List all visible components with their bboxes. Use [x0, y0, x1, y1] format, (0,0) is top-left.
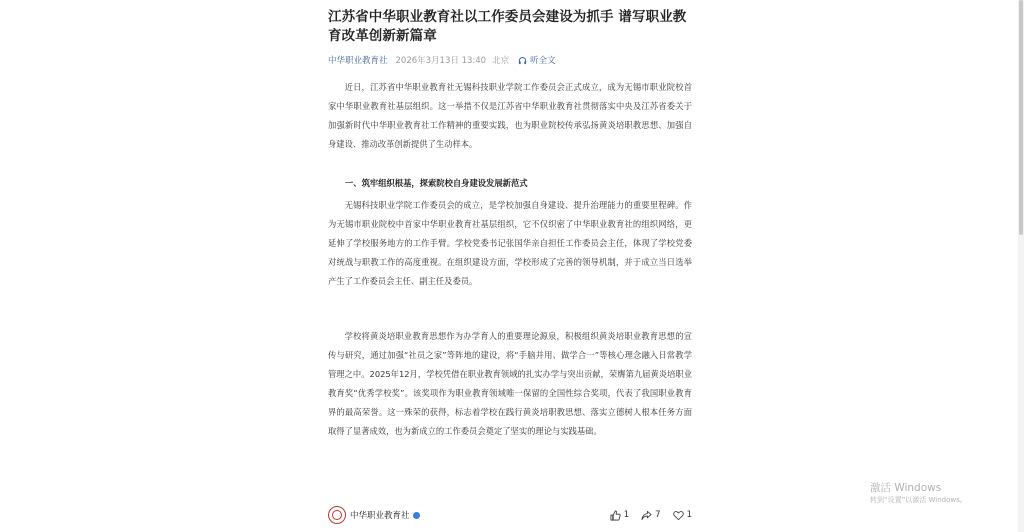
favorite-count: 1	[686, 510, 692, 520]
verified-icon	[413, 512, 420, 519]
like-button[interactable]	[610, 510, 629, 521]
action-bar	[598, 510, 692, 521]
headphones-icon	[518, 56, 527, 65]
listen-button[interactable]	[518, 54, 556, 66]
watermark-title: 激活 Windows	[870, 482, 942, 494]
watermark-subtitle: 转到“设置”以激活 Windows。	[870, 496, 967, 504]
windows-activation-watermark	[870, 481, 967, 505]
paragraph-intro: 近日，江苏省中华职业教育社无锡科技职业学院工作委员会正式成立，成为无锡市职业院校首家中华职业教育社基层组织。这一举措不仅是江苏省中华职业教育社贯彻落实中央及江苏省委关于加强新时代中华职业教育社工作精神的重要实践，也为职业院校传承弘扬黄炎培职教思想、加强自身建设、推动改革创新提供了生动样本。	[328, 82, 692, 149]
article-footer	[328, 502, 692, 528]
scrollbar-thumb[interactable]	[1019, 0, 1023, 235]
heart-icon	[673, 510, 684, 521]
article-title: 江苏省中华职业教育社以工作委员会建设为抓手 谱写职业教育改革创新新篇章	[328, 9, 687, 44]
avatar[interactable]	[328, 506, 346, 524]
thumbs-up-icon	[610, 510, 621, 521]
article-meta	[328, 54, 692, 66]
share-count: 7	[655, 510, 661, 520]
paragraph-education-thought: 学校将黄炎培职业教育思想作为办学育人的重要理论源泉，积极组织黄炎培职业教育思想的宣传与研究，通过加强“社员之家”等阵地的建设，将“手脑并用、做学合一”等核心理念融入日常教学管理之中。2025年12月，学校凭借在职业教育领域的扎实办学与突出贡献，荣膺第九届黄炎培职业教育奖“优秀学校奖”。该奖项作为职业教育领域唯一保留的全国性综合奖项，代表了我国职业教育界的最高荣誉。这一殊荣的获得，标志着学校在践行黄炎培职教思想、落实立德树人根本任务方面取得了显著成效，也为新成立的工作委员会奠定了坚实的理论与实践基础。	[328, 331, 692, 436]
logo-icon	[332, 510, 342, 520]
like-count: 1	[623, 510, 630, 520]
share-button[interactable]	[641, 510, 660, 521]
account-name[interactable]: 中华职业教育社	[350, 511, 410, 521]
listen-label: 听全文	[530, 56, 556, 66]
paragraph-organization: 无锡科技职业学院工作委员会的成立，是学校加强自身建设、提升治理能力的重要里程碑。作为无锡市职业院校中首家中华职业教育社基层组织，它不仅织密了中华职业教育社的组织网络，更延伸了学校服务地方的工作手臂。学校党委书记张国华亲自担任工作委员会主任，体现了学校党委对统战与职教工作的高度重视。在组织建设方面，学校形成了完善的领导机制，并于成立当日选举产生了工作委员会主任、副主任及委员。	[328, 200, 692, 286]
publish-date: 2026年3月13日 13:40	[395, 56, 487, 66]
share-icon	[641, 510, 652, 521]
section-heading: 一、筑牢组织根基，探索院校自身建设发展新范式	[345, 178, 528, 188]
source-link[interactable]: 中华职业教育社	[328, 56, 388, 66]
publish-location: 北京	[492, 56, 510, 66]
page-scrollbar[interactable]	[1018, 0, 1024, 532]
article	[328, 8, 692, 436]
favorite-button[interactable]	[673, 510, 692, 521]
